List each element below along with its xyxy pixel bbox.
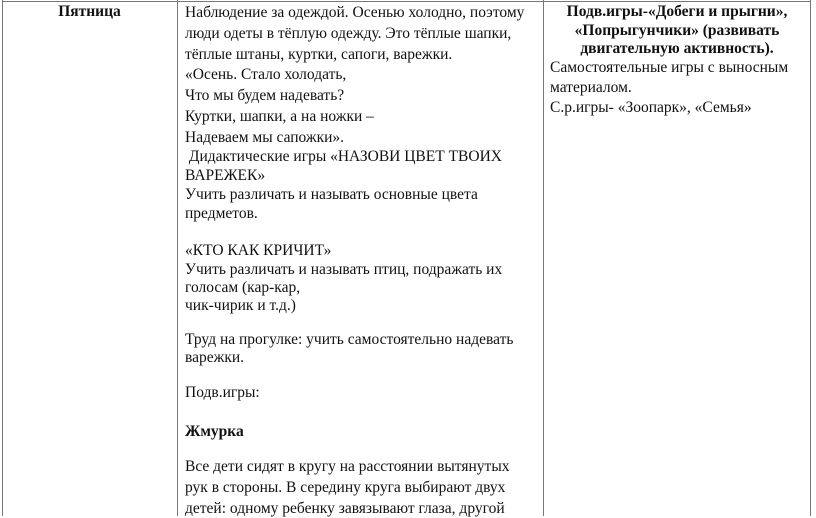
text-line: люди одеты в тёплую одежду. Это тёплые шапки,	[185, 25, 512, 42]
table-top-border	[2, 1, 810, 2]
text-line: Самостоятельные игры с выносным	[550, 59, 789, 76]
text-line: Все дети сидят в кругу на расстоянии вытянутых	[185, 458, 510, 475]
text-line: ВАРЕЖЕК»	[185, 167, 266, 184]
text-line: рук в стороны. В середину круга выбирают двух	[185, 479, 506, 496]
column-divider	[177, 0, 178, 516]
text-line: «КТО КАК КРИЧИТ»	[185, 242, 332, 259]
text-line: Куртки, шапки, а на ножки –	[185, 108, 374, 125]
text-line: чик-чирик и т.д.)	[185, 297, 296, 314]
text-line: Подв.игры:	[185, 384, 260, 401]
text-line: материалом.	[550, 79, 632, 96]
text-line: Наблюдение за одеждой. Осенью холодно, поэтому	[185, 4, 525, 21]
text-line: Учить различать и называть птиц, подражать их	[185, 261, 503, 278]
heading-line: Подв.игры-«Добеги и прыгни»,	[566, 3, 788, 20]
heading-line: двигательную активность).	[580, 40, 774, 57]
text-line: Надеваем мы сапожки».	[185, 129, 345, 146]
text-line: Труд на прогулке: учить самостоятельно надевать	[185, 331, 514, 348]
table-left-border	[2, 0, 3, 516]
table-right-border	[810, 0, 811, 516]
text-line: С.р.игры- «Зоопарк», «Семья»	[550, 99, 752, 116]
text-line: Что мы будем надевать?	[185, 87, 345, 104]
column-divider	[543, 0, 544, 516]
text-line: детей: одному ребенку завязывают глаза, другой	[185, 500, 505, 517]
day-cell: Пятница	[58, 3, 121, 20]
heading-line: «Попрыгунчики» (развивать	[574, 22, 780, 39]
text-line: предметов.	[185, 205, 258, 222]
text-line: тёплые штаны, куртки, сапоги, варежки.	[185, 46, 453, 63]
text-line: «Осень. Стало холодать,	[185, 66, 347, 83]
text-line: голосам (кар-кар,	[185, 279, 301, 296]
text-line: Дидактические игры «НАЗОВИ ЦВЕТ ТВОИХ	[185, 148, 502, 165]
text-line: Учить различать и называть основные цвета	[185, 186, 478, 203]
game-title: Жмурка	[185, 423, 244, 440]
text-line: варежки.	[185, 349, 245, 366]
